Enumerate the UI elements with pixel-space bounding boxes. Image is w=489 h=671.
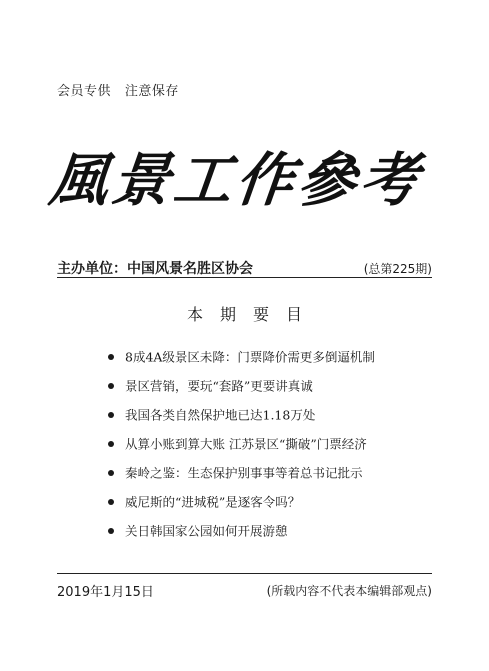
header-divider [57, 277, 432, 278]
table-of-contents [108, 347, 375, 550]
bullet-icon [108, 528, 114, 534]
toc-item-text: 关日韩国家公园如何开展游憩 [125, 523, 288, 539]
toc-item-text: 我国各类自然保护地已达1.18万处 [125, 407, 316, 423]
toc-item-text: 景区营销，要玩“套路”更要讲真诚 [125, 378, 313, 394]
footer-divider [57, 573, 432, 574]
toc-item[interactable] [108, 463, 375, 492]
editorial-disclaimer: (所载内容不代表本编辑部观点) [266, 584, 432, 598]
issue-number: (总第225期) [363, 262, 432, 276]
publisher-line [57, 258, 432, 278]
toc-item-text: 从算小账到算大账 江苏景区“撕破”门票经济 [125, 436, 367, 452]
toc-item-text: 8成4A级景区未降：门票降价需更多倒逼机制 [125, 349, 375, 365]
bullet-icon [108, 354, 114, 360]
bullet-icon [108, 470, 114, 476]
host-organization: 主办单位：中国风景名胜区协会 [57, 261, 253, 277]
issue-date: 2019年1月15日 [57, 585, 154, 600]
toc-item[interactable] [108, 376, 375, 405]
contents-heading: 本期要目 [186, 305, 319, 324]
masthead-title: 風景工作參考 [46, 146, 426, 214]
toc-item[interactable] [108, 434, 375, 463]
toc-item-text: 威尼斯的“进城税”是逐客令吗？ [125, 494, 301, 510]
bullet-icon [108, 441, 114, 447]
bullet-icon [108, 499, 114, 505]
toc-item[interactable] [108, 347, 375, 376]
toc-item[interactable] [108, 492, 375, 521]
member-notice: 会员专供 注意保存 [57, 84, 179, 99]
toc-item[interactable] [108, 521, 375, 550]
toc-item-text: 秦岭之鉴：生态保护别事事等着总书记批示 [125, 465, 363, 481]
bullet-icon [108, 412, 114, 418]
footer [57, 581, 432, 601]
bullet-icon [108, 383, 114, 389]
toc-item[interactable] [108, 405, 375, 434]
